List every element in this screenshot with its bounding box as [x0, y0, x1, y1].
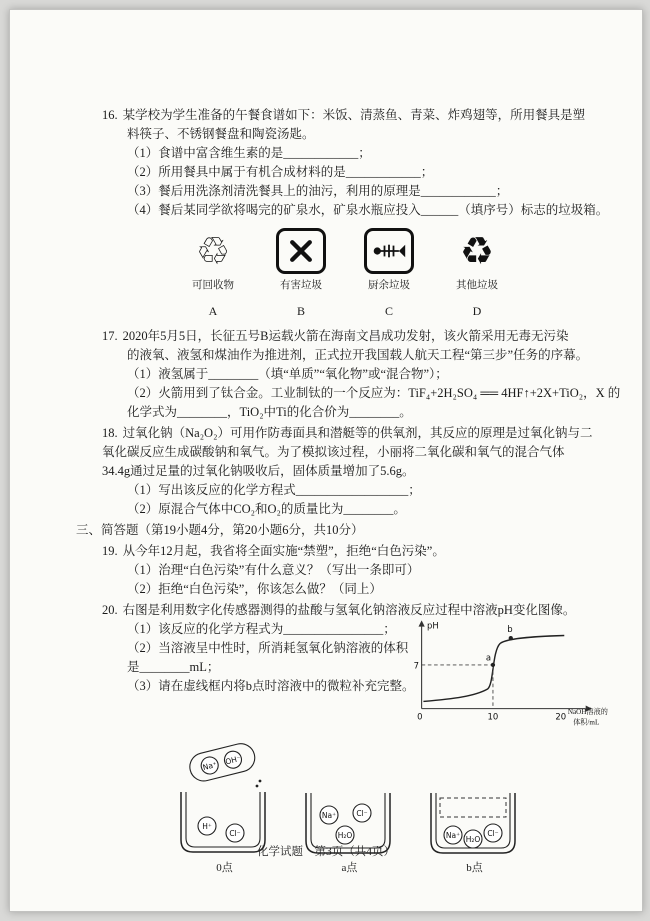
q18-number: 18.	[102, 426, 118, 440]
q20-intro-text1: 右图是利用数字化传感器测得的盐酸与氢氧化钠溶液反应过程中溶液pH变化图像。	[122, 603, 576, 617]
q19-intro-line1	[102, 542, 614, 561]
q18-intro-line2: 氧化碳反应生成碳酸钠和氧气。为了模拟该过程，小丽将二氧化碳和氧气的混合气体	[102, 445, 565, 459]
recycle-solid-icon: ♻	[459, 229, 495, 273]
q20-sub1: （1）该反应的化学方程式为________________；	[127, 622, 396, 636]
x-axis-label-line2: 体积/mL	[573, 718, 600, 727]
question-19	[102, 542, 614, 599]
y-axis-arrow	[418, 620, 424, 626]
point-a-label: a	[485, 652, 492, 663]
bin-letter: A	[208, 304, 218, 318]
dashed-answer-box	[440, 798, 506, 817]
pouring-vessel	[187, 743, 258, 784]
bin-label: 其他垃圾	[456, 280, 498, 291]
beaker-0-diagram	[172, 743, 277, 857]
bin-label: 可回收物	[192, 280, 234, 291]
ion-na: Na⁺	[321, 811, 337, 820]
q18-intro-line1	[102, 424, 614, 443]
question-16	[102, 106, 614, 321]
beaker-b-label: b点	[466, 862, 483, 874]
point-a-dot	[491, 663, 495, 667]
beaker-0-label: 0点	[216, 862, 233, 874]
q20-number: 20.	[102, 603, 118, 617]
q17-intro-text1: 2020年5月5日，长征五号B运载火箭在海南文昌成功发射，该火箭采用无毒无污染	[122, 329, 569, 343]
ion-na: Na⁺	[201, 759, 218, 773]
ion-na: Na⁺	[445, 831, 461, 840]
q17-intro-line2: 的液氧、液氢和煤油作为推进剂，正式拉开我国载人航天工程“第三步”任务的序幕。	[127, 348, 589, 362]
q16-sub2: （2）所用餐具中属于有机合成材料的是____________；	[127, 165, 434, 179]
other-waste-icon	[460, 228, 494, 274]
ion-cl: Cl⁻	[356, 809, 368, 818]
q16-intro-line2: 料筷子、不锈钢餐盘和陶瓷汤匙。	[127, 127, 315, 141]
page-footer: 化学试题 第3页（共4页）	[257, 846, 395, 858]
q19-intro-text1: 从今年12月起，我省将全面实施“禁塑”，拒绝“白色污染”。	[122, 544, 445, 558]
q20-sub3: （3）请在虚线框内将b点时溶液中的微粒补充完整。	[127, 679, 415, 693]
q20-subquestions	[102, 620, 415, 696]
bin-recyclable	[180, 228, 246, 321]
q16-intro-line1	[102, 106, 614, 125]
molecule-h2o: H₂O	[465, 835, 481, 844]
question-17	[102, 327, 621, 422]
graph-y-label: pH	[426, 620, 439, 631]
hazardous-icon-frame	[276, 228, 326, 274]
exam-page	[9, 9, 643, 912]
recyclable-icon	[196, 228, 230, 274]
drop-2	[256, 785, 259, 788]
q20-sub2-line2: 是________mL；	[127, 660, 220, 674]
page-content	[10, 10, 642, 878]
question-20	[102, 601, 614, 878]
bin-hazardous	[268, 228, 334, 321]
waste-bin-icons-row	[180, 228, 614, 321]
x-tick-0: 0	[417, 711, 423, 722]
q16-sub1: （1）食谱中富含维生素的是____________；	[127, 146, 371, 160]
bin-letter: D	[472, 304, 482, 318]
ion-cl: Cl⁻	[487, 829, 499, 838]
food-waste-icon	[364, 228, 414, 274]
q20-body-row	[102, 620, 614, 739]
q17-intro-line1	[102, 327, 614, 346]
drop-1	[259, 780, 262, 783]
q19-sub2: （2）拒绝“白色污染”，你该怎么做？（同上）	[127, 582, 382, 596]
ph-curve-graph	[402, 614, 616, 739]
q17-sub2-line1: （2）火箭用到了钛合金。工业制钛的一个反应为：TiF₄+2H₂SO₄ ══ 4HF↑+2X+TiO₂，X 的	[127, 386, 621, 400]
x-mark-icon	[285, 237, 317, 265]
x-axis-label-line1: NaOH溶液的	[567, 707, 608, 716]
bin-food-waste	[356, 228, 422, 321]
q19-sub1: （1）治理“白色污染”有什么意义？（写出一条即可）	[127, 563, 420, 577]
q16-intro-text1: 某学校为学生准备的午餐食谱如下：米饭、清蒸鱼、青菜、炸鸡翅等，所用餐具是塑	[122, 108, 586, 122]
recycle-triangle-icon: ♲	[195, 229, 231, 273]
q18-sub1: （1）写出该反应的化学方程式__________________；	[127, 483, 421, 497]
q18-intro-line3: 34.4g通过足量的过氧化钠吸收后，固体质量增加了5.6g。	[102, 464, 415, 478]
q16-sub4: （4）餐后某同学欲将喝完的矿泉水，矿泉水瓶应投入______（填序号）标志的垃圾箱。	[127, 203, 609, 217]
ion-cl: Cl⁻	[229, 829, 241, 838]
hazardous-waste-icon	[276, 228, 326, 274]
q16-number: 16.	[102, 108, 118, 122]
ion-h: H⁺	[202, 822, 212, 831]
x-tick-20: 20	[555, 711, 567, 722]
ion-oh: OH⁻	[224, 753, 242, 767]
point-b-label: b	[507, 623, 513, 634]
bin-label: 厨余垃圾	[368, 280, 410, 291]
beaker-a-column	[297, 791, 402, 878]
q17-sub1: （1）液氢属于________（填“单质”“氧化物”或“混合物”）；	[127, 367, 448, 381]
q17-sub2-line2: 化学式为________，TiO₂中Ti的化合价为________。	[127, 405, 412, 419]
beaker-b-column	[422, 791, 527, 878]
bin-letter: B	[296, 304, 305, 318]
q16-sub3: （3）餐后用洗涤剂清洗餐具上的油污，利用的原理是____________；	[127, 184, 509, 198]
fishbone-icon	[371, 239, 407, 263]
q17-number: 17.	[102, 329, 118, 343]
bin-letter: C	[384, 304, 393, 318]
question-18	[102, 424, 614, 519]
point-b-dot	[509, 636, 513, 640]
q18-sub2: （2）原混合气体中CO₂和O₂的质量比为________。	[127, 502, 406, 516]
beaker-a-label: a点	[341, 862, 358, 874]
q19-number: 19.	[102, 544, 118, 558]
bin-other-waste	[444, 228, 510, 321]
titration-curve	[423, 635, 564, 701]
molecule-h2o: H₂O	[337, 831, 353, 840]
food-waste-icon-frame	[364, 228, 414, 274]
bin-label: 有害垃圾	[280, 280, 322, 291]
x-tick-10: 10	[487, 711, 499, 722]
section-3-header: 三、简答题（第19小题4分，第20小题6分，共10分）	[76, 523, 364, 537]
q20-sub2-line1: （2）当溶液呈中性时，所消耗氢氧化钠溶液的体积	[127, 641, 409, 655]
q18-intro-text1: 过氧化钠（Na₂O₂）可用作防毒面具和潜艇等的供氧剂，其反应的原理是过氧化钠与二	[122, 426, 593, 440]
graph-ph7-tick: 7	[413, 660, 419, 671]
